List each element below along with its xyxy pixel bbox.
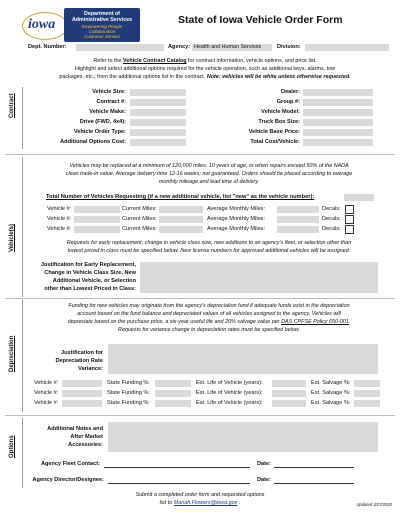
dept-line-2: Administrative Services bbox=[71, 17, 133, 23]
updated-date: Updated 3/27/2020 bbox=[356, 502, 392, 507]
dep-vehicle-number-field[interactable] bbox=[62, 390, 102, 397]
vehicle-number-label: Vehicle #: bbox=[47, 226, 72, 232]
current-miles-field[interactable] bbox=[159, 206, 203, 213]
fleet-contact-label: Agency Fleet Contact: bbox=[40, 461, 100, 467]
division-field[interactable] bbox=[305, 44, 389, 51]
fleet-date-line[interactable] bbox=[274, 467, 354, 468]
intro-line-3-pre: packages, etc., from the additional options list in the contract. bbox=[59, 74, 207, 80]
est-life-field[interactable] bbox=[272, 390, 306, 397]
logo-brand: iowa bbox=[28, 17, 56, 32]
total-vehicles-label: Total Number of Vehicles Requesting (if a new additional vehicle, list "new" as the vehicle number): bbox=[46, 194, 315, 200]
current-miles-label: Current Miles: bbox=[122, 226, 157, 232]
avg-monthly-miles-label: Average Monthly Miles: bbox=[207, 206, 266, 212]
est-salvage-label: Est. Salvage %: bbox=[311, 380, 351, 386]
depreciation-note-3-post: . bbox=[348, 319, 351, 325]
iowa-logo bbox=[22, 8, 140, 42]
total-cost-label: Total Cost/Vehicle: bbox=[250, 139, 300, 145]
drive-label: Drive (FWD, 4x4): bbox=[79, 119, 126, 125]
footer-line-2-pre: list to bbox=[159, 500, 174, 506]
total-cost-field[interactable] bbox=[303, 139, 373, 146]
depreciation-section-label: Depreciation bbox=[9, 335, 15, 372]
decals-checkbox[interactable] bbox=[345, 215, 354, 224]
state-funding-label: State Funding %: bbox=[107, 400, 150, 406]
vehicle-size-label: Vehicle Size: bbox=[92, 89, 126, 95]
state-funding-field[interactable] bbox=[155, 380, 191, 387]
intro-line-1-pre: Refer to the bbox=[93, 58, 124, 64]
truck-box-size-label: Truck Box Size: bbox=[258, 119, 300, 125]
state-funding-field[interactable] bbox=[155, 400, 191, 407]
decals-label: Decals: bbox=[322, 226, 341, 232]
est-life-label: Est. Life of Vehicle (years): bbox=[196, 380, 263, 386]
current-miles-field[interactable] bbox=[159, 216, 203, 223]
truck-box-size-field[interactable] bbox=[303, 119, 373, 126]
das-policy-link[interactable]: DAS CPFSE Policy 650-001 bbox=[281, 319, 349, 325]
divider-2 bbox=[5, 298, 395, 299]
intro-line-3 bbox=[20, 74, 390, 81]
notes-line-1: Additional Notes and bbox=[47, 426, 103, 432]
early-note-1: Requests for early replacement, change in vehicle class size, new additions to an agency's fleet, or selection other than bbox=[66, 240, 352, 246]
est-salvage-field[interactable] bbox=[354, 400, 380, 407]
group-number-field[interactable] bbox=[303, 99, 373, 106]
avg-monthly-miles-label: Average Monthly Miles: bbox=[207, 216, 266, 222]
vehicle-number-field[interactable] bbox=[74, 206, 120, 213]
footer-line-2-post: . bbox=[237, 500, 241, 506]
dealer-field[interactable] bbox=[303, 89, 373, 96]
early-note-2: lowest priced in class must be specified below. New license numbers for approved additional vehicles will be assigned. bbox=[67, 248, 351, 254]
decals-label: Decals: bbox=[322, 206, 341, 212]
justification-line-4: other than Lowest Priced in Class: bbox=[44, 286, 136, 292]
state-funding-label: State Funding %: bbox=[107, 390, 150, 396]
intro-line-1-post: for contract information, vehicle options, and price list. bbox=[186, 58, 317, 64]
notes-line-3: Accessories: bbox=[68, 442, 103, 448]
est-life-label: Est. Life of Vehicle (years): bbox=[196, 390, 263, 396]
current-miles-label: Current Miles: bbox=[122, 206, 157, 212]
director-date-line[interactable] bbox=[274, 483, 354, 484]
group-number-label: Group #: bbox=[276, 99, 300, 105]
state-funding-field[interactable] bbox=[155, 390, 191, 397]
dept-number-field[interactable] bbox=[76, 44, 164, 51]
depreciation-note-4: Requests for variance change in depreciation rates must be specified below. bbox=[118, 327, 300, 333]
divider-3 bbox=[5, 415, 395, 416]
depreciation-note-2: account based on the fund balance and depreciated values of all vehicles assigned to the agency. Vehicles will bbox=[77, 311, 341, 317]
notes-field[interactable] bbox=[108, 422, 378, 452]
agency-label: Agency: bbox=[168, 44, 191, 50]
justification-line-2: Change in Vehicle Class Size, New bbox=[44, 270, 136, 276]
footer-line-1: Submit a completed order form and requested options bbox=[135, 492, 265, 498]
depreciation-divider bbox=[22, 300, 23, 412]
dep-justification-line-2: Depreciation Rate bbox=[55, 358, 103, 364]
dep-justification-line-3: Variance: bbox=[78, 366, 103, 372]
total-vehicles-field[interactable] bbox=[344, 194, 374, 201]
est-salvage-field[interactable] bbox=[354, 390, 380, 397]
replace-note-1: Vehicles may be replaced at a minimum of 120,000 miles, 10 years of age, or when repairs exceed 50% of the NADA bbox=[69, 163, 349, 169]
tagline-2: Collaboration bbox=[88, 29, 116, 34]
est-salvage-label: Est. Salvage %: bbox=[311, 400, 351, 406]
avg-monthly-miles-label: Average Monthly Miles: bbox=[207, 226, 266, 232]
avg-monthly-miles-field[interactable] bbox=[277, 216, 319, 223]
tagline-3: Customer Service bbox=[84, 34, 120, 39]
dep-vehicle-number-label: Vehicle #: bbox=[34, 390, 59, 396]
vehicles-divider bbox=[22, 157, 23, 297]
depreciation-justification-field[interactable] bbox=[108, 344, 378, 374]
division-label: Division: bbox=[277, 44, 301, 50]
decals-label: Decals: bbox=[322, 216, 341, 222]
current-miles-field[interactable] bbox=[159, 226, 203, 233]
decals-checkbox[interactable] bbox=[345, 205, 354, 214]
dep-vehicle-number-field[interactable] bbox=[62, 380, 102, 387]
fleet-contact-line[interactable] bbox=[104, 467, 250, 468]
director-label: Agency Director/Designee: bbox=[32, 477, 104, 483]
vehicle-order-type-label: Vehicle Order Type: bbox=[73, 129, 126, 135]
est-salvage-label: Est. Salvage %: bbox=[311, 390, 351, 396]
dept-badge bbox=[64, 8, 140, 42]
director-date-label: Date: bbox=[257, 477, 271, 483]
footer-line-2 bbox=[60, 500, 340, 507]
state-funding-label: State Funding %: bbox=[107, 380, 150, 386]
vehicle-make-label: Vehicle Make: bbox=[89, 109, 126, 115]
contract-divider bbox=[22, 87, 23, 149]
est-salvage-field[interactable] bbox=[354, 380, 380, 387]
divider-1 bbox=[5, 154, 395, 155]
vehicle-number-label: Vehicle #: bbox=[47, 216, 72, 222]
vehicle-size-field[interactable] bbox=[130, 89, 186, 96]
dep-vehicle-number-label: Vehicle #: bbox=[34, 400, 59, 406]
dep-justification-line-1: Justification for bbox=[61, 350, 103, 356]
vehicle-contract-catalog-link[interactable]: Vehicle Contract Catalog bbox=[123, 58, 187, 64]
vehicle-number-label: Vehicle #: bbox=[47, 206, 72, 212]
drive-field[interactable] bbox=[130, 119, 186, 126]
fleet-date-label: Date: bbox=[257, 461, 271, 467]
dept-line-1: Department of bbox=[84, 11, 120, 17]
current-miles-label: Current Miles: bbox=[122, 216, 157, 222]
depreciation-note-3 bbox=[25, 319, 393, 326]
est-life-field[interactable] bbox=[272, 400, 306, 407]
vehicle-base-price-field[interactable] bbox=[303, 129, 373, 136]
dealer-label: Dealer: bbox=[281, 89, 300, 95]
agency-field[interactable] bbox=[192, 44, 272, 51]
intro-line-1 bbox=[20, 58, 390, 65]
depreciation-note-3-pre: depreciate based on the purchase price, a six-year useful life and 20% salvage value per bbox=[67, 319, 282, 325]
vehicle-base-price-label: Vehicle Base Price: bbox=[248, 129, 300, 135]
dep-vehicle-number-field[interactable] bbox=[62, 400, 102, 407]
vehicles-section-label: Vehicle(s) bbox=[9, 223, 15, 252]
contract-number-label: Contract #: bbox=[96, 99, 126, 105]
avg-monthly-miles-field[interactable] bbox=[277, 206, 319, 213]
additional-options-cost-label: Additional Options Cost: bbox=[60, 139, 126, 145]
dep-vehicle-number-label: Vehicle #: bbox=[34, 380, 59, 386]
est-life-label: Est. Life of Vehicle (years): bbox=[196, 400, 263, 406]
notes-line-2: After Market bbox=[70, 434, 103, 440]
vehicle-number-field[interactable] bbox=[74, 226, 120, 233]
tagline-1: Empowering People bbox=[81, 24, 123, 29]
vehicle-make-field[interactable] bbox=[130, 109, 186, 116]
options-divider bbox=[22, 418, 23, 488]
page-title: State of Iowa Vehicle Order Form bbox=[178, 14, 343, 26]
intro-note: Note: vehicles will be white unless otherwise requested. bbox=[206, 74, 351, 80]
intro-line-2: Highlight and select additional options required for the vehicle operation, such as additional keys, alarms, tow bbox=[74, 66, 336, 72]
vehicle-order-type-field[interactable] bbox=[130, 129, 186, 136]
depreciation-note-1: Funding for new vehicles may originate from the agency's depreciation fund if adequate funds exist in the depreciation bbox=[68, 303, 350, 309]
justification-line-1: Justification for Early Replacement, bbox=[40, 262, 136, 268]
contract-number-field[interactable] bbox=[130, 99, 186, 106]
vehicle-model-field[interactable] bbox=[303, 109, 373, 116]
vehicle-number-field[interactable] bbox=[74, 216, 120, 223]
justification-line-3: Additional Vehicle, or Selection bbox=[52, 278, 136, 284]
dept-number-label: Dept. Number: bbox=[28, 44, 67, 50]
replace-note-3: monthly mileage and lead time of delivery. bbox=[158, 179, 260, 185]
director-line[interactable] bbox=[108, 483, 250, 484]
replace-note-2: clean trade-in value. Average delivery time 12-16 weeks; not guaranteed. Orders should be placed according to average bbox=[65, 171, 353, 177]
options-section-label: Options bbox=[9, 435, 15, 458]
decals-checkbox[interactable] bbox=[345, 225, 354, 234]
est-life-field[interactable] bbox=[272, 380, 306, 387]
submit-email-link[interactable]: Mariah.Flowers@iowa.gov bbox=[173, 500, 238, 506]
vehicle-model-label: Vehicle Model: bbox=[261, 109, 300, 115]
contract-section-label: Contract bbox=[9, 93, 15, 118]
avg-monthly-miles-field[interactable] bbox=[277, 226, 319, 233]
additional-options-cost-field[interactable] bbox=[130, 139, 186, 146]
justification-field[interactable] bbox=[140, 262, 378, 293]
agency-value: Health and Human Services bbox=[194, 44, 262, 50]
